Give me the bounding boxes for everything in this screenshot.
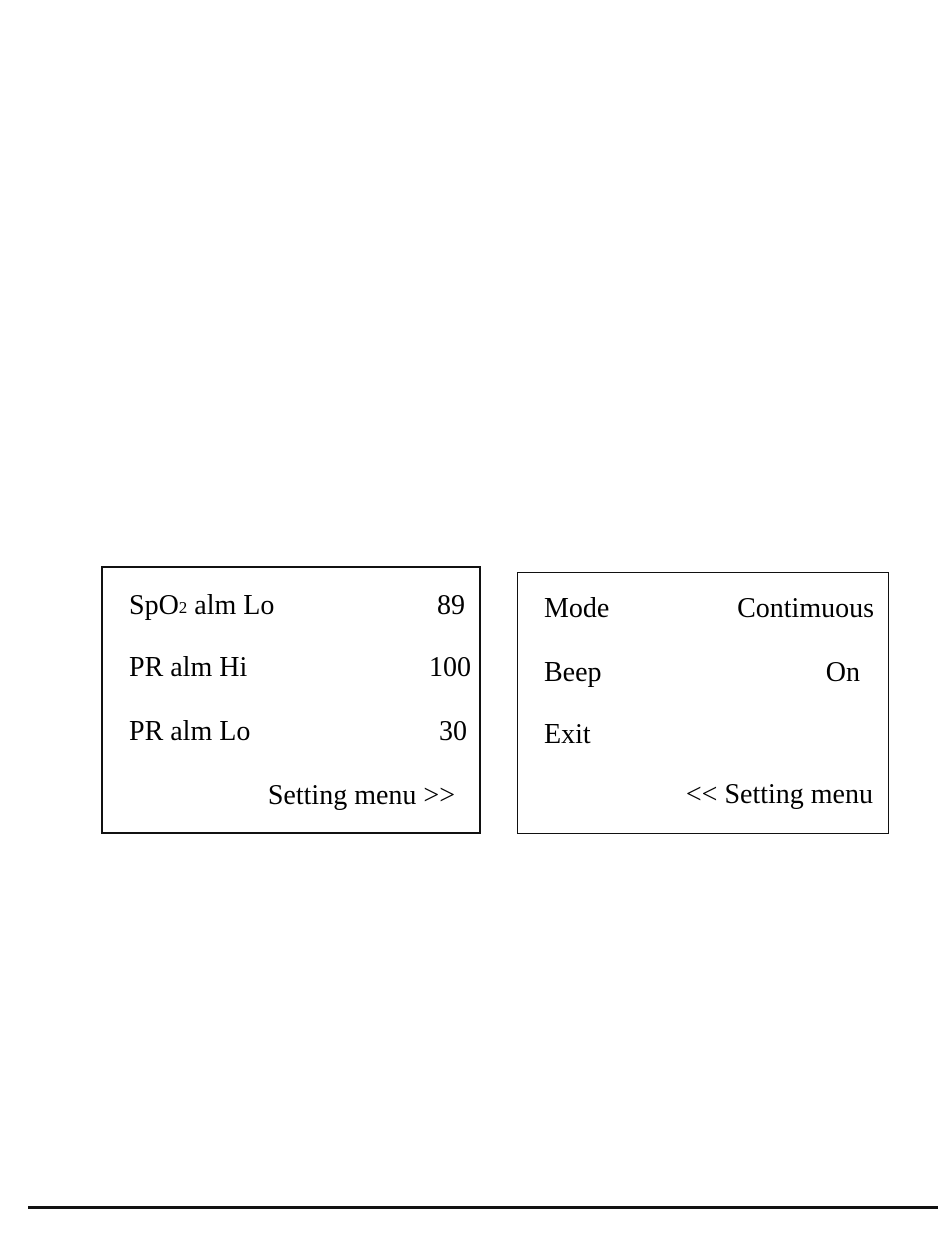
spo2-subscript: 2 xyxy=(178,598,188,617)
spo2-label-suffix: alm Lo xyxy=(187,590,275,621)
beep-value: On xyxy=(825,657,860,688)
footer-divider xyxy=(28,1206,938,1209)
pr-alarm-high-label[interactable]: PR alm Hi xyxy=(129,652,248,683)
setting-menu-next-link[interactable]: Setting menu >> xyxy=(267,780,455,811)
alarm-menu-screen xyxy=(101,566,481,834)
settings-menu-screen xyxy=(517,572,889,834)
spo2-alarm-low-value: 89 xyxy=(437,590,465,621)
mode-value: Contimuous xyxy=(737,593,874,624)
beep-label[interactable]: Beep xyxy=(544,657,602,688)
pr-alarm-low-value: 30 xyxy=(439,716,467,747)
spo2-label-prefix: SpO xyxy=(129,590,179,621)
pr-alarm-high-value: 100 xyxy=(429,652,471,683)
exit-item[interactable]: Exit xyxy=(544,719,591,750)
pr-alarm-low-label[interactable]: PR alm Lo xyxy=(129,716,251,747)
spo2-alarm-low-label[interactable] xyxy=(129,590,274,625)
setting-menu-back-link[interactable]: << Setting menu xyxy=(685,779,873,810)
mode-label[interactable]: Mode xyxy=(544,593,610,624)
